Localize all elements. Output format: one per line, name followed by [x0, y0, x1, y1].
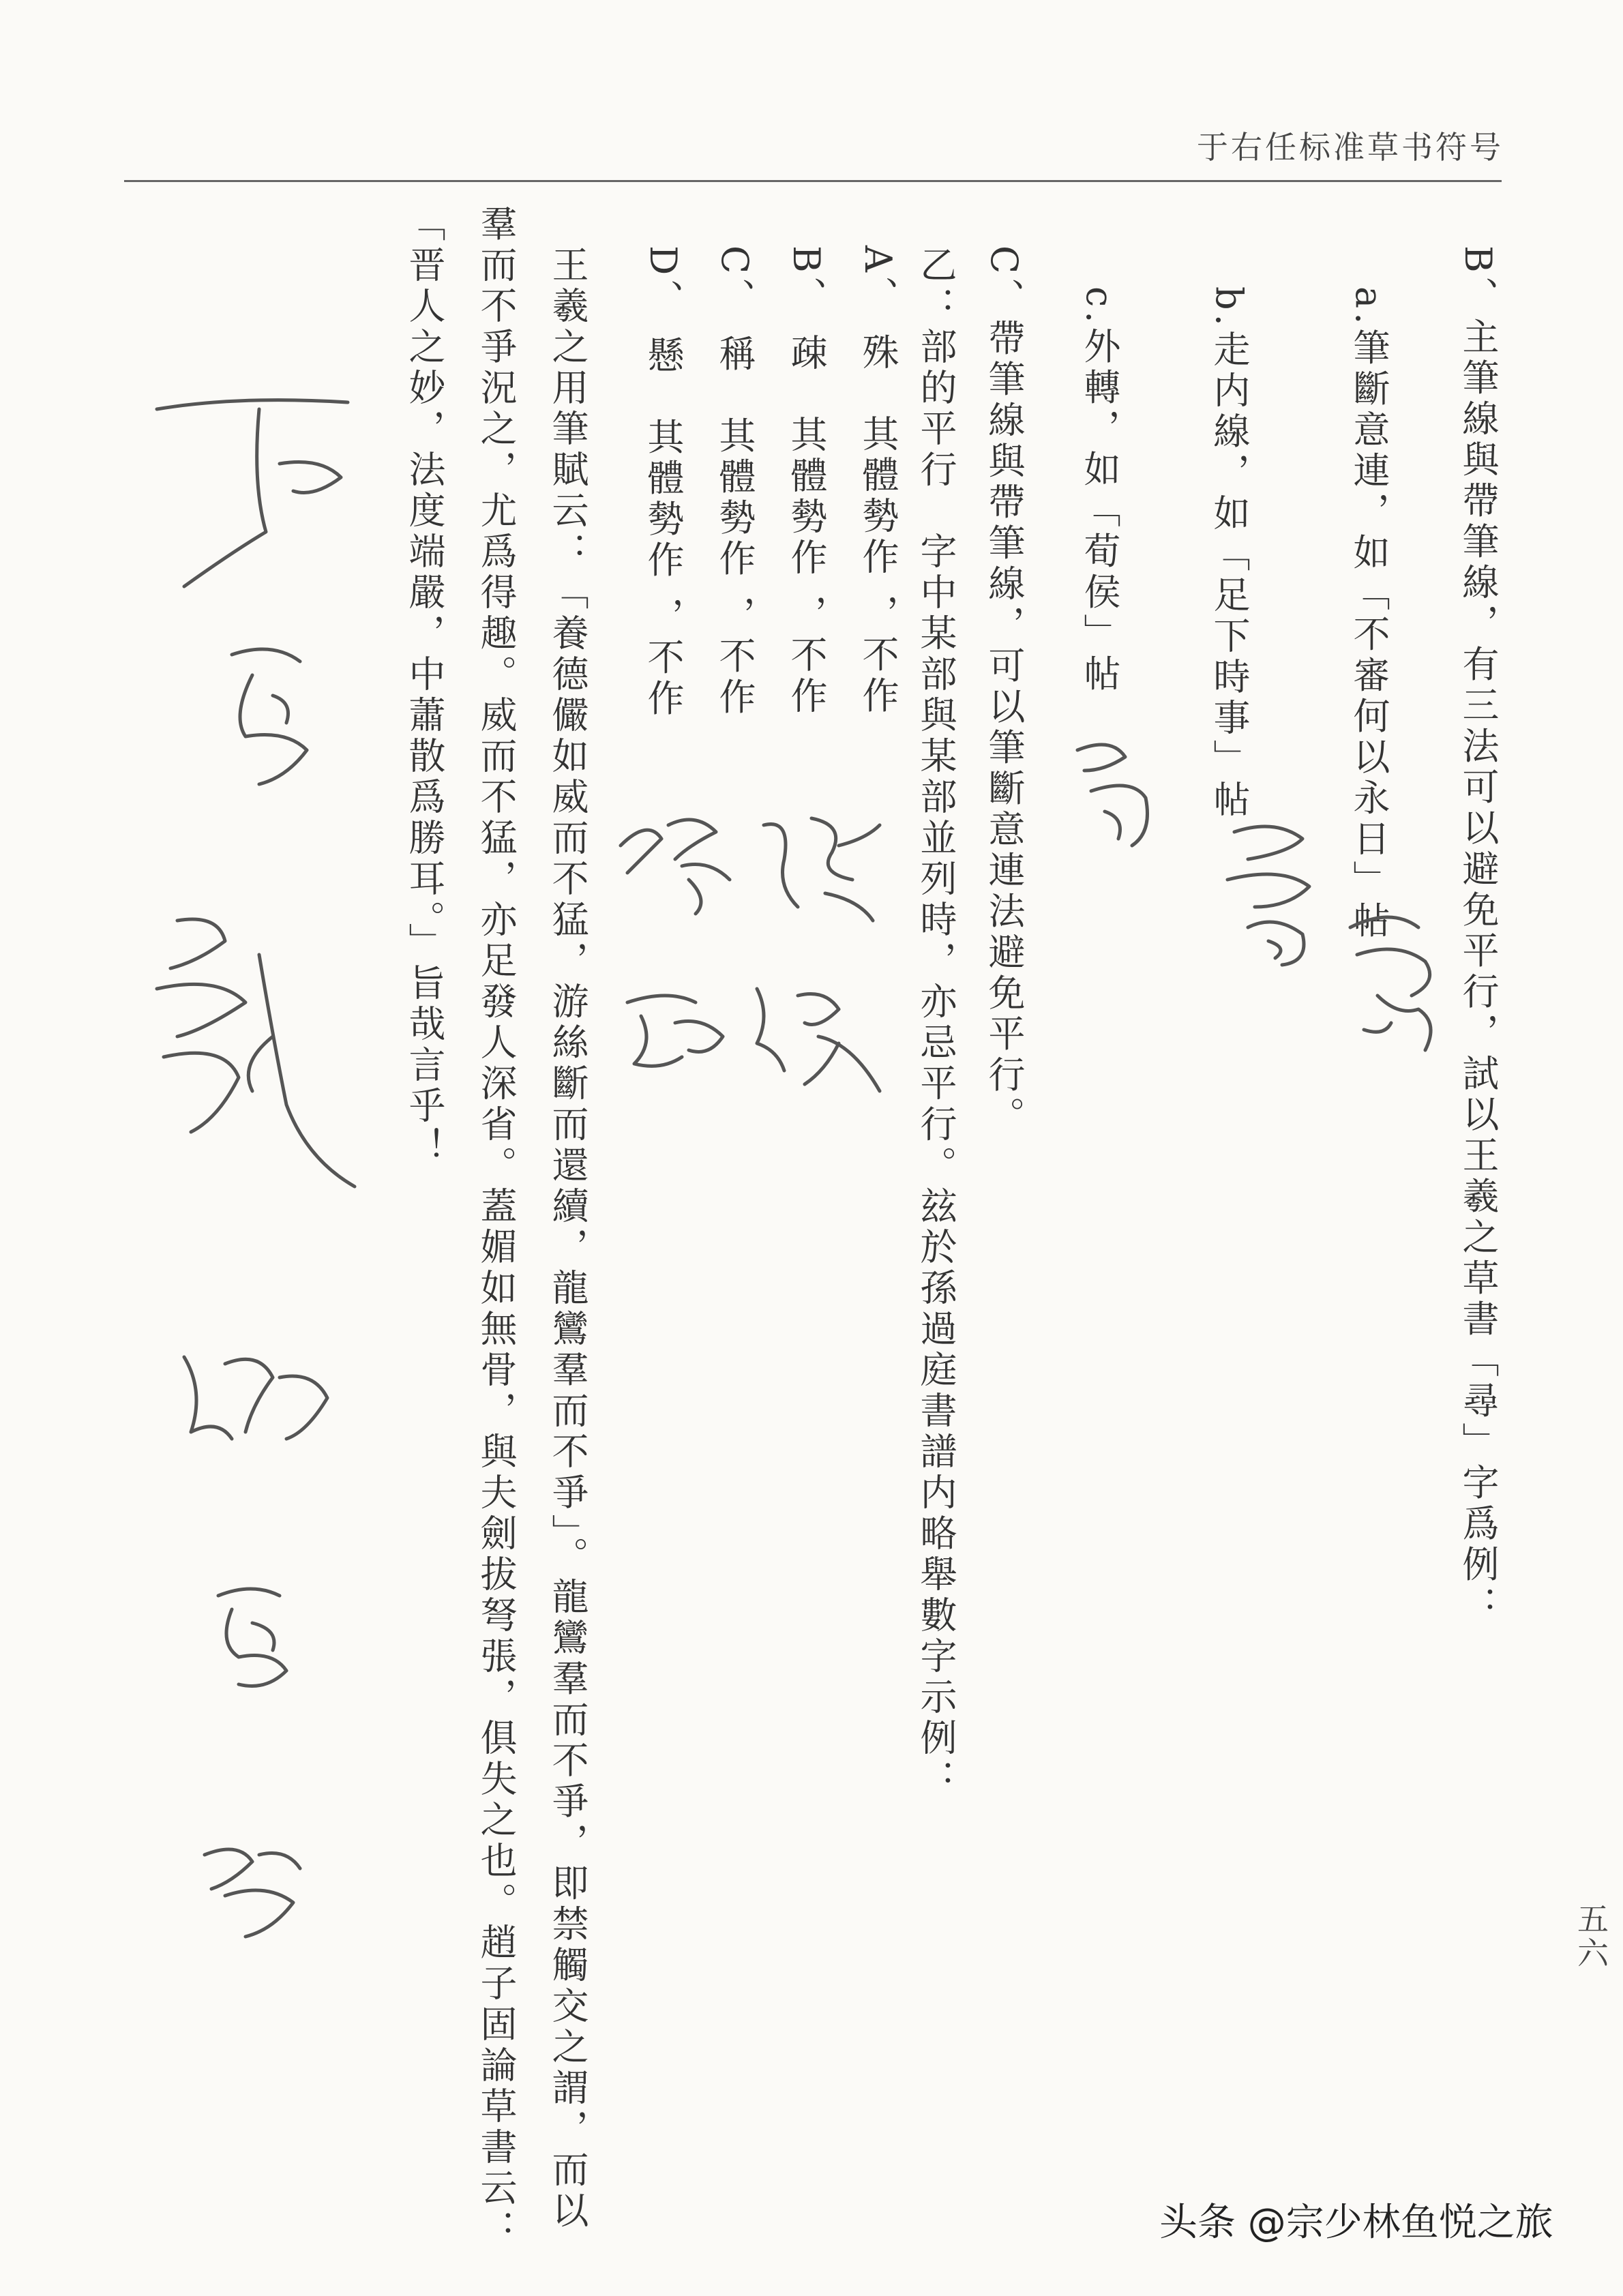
cursive-ren-outline-image [123, 900, 375, 1223]
cursive-zhun-outline-image [198, 1568, 307, 1701]
page-number: 五六 [1573, 1903, 1609, 1971]
text-column-2: a.筆斷意連，如「不審何以永日」帖 [1347, 286, 1390, 942]
text-column-7: A、 殊 其體勢作 ，不作 [857, 245, 899, 717]
text-column-6: 乙：部的平行 字中某部與某部並列時，亦忌平行。玆於孫過庭書譜内略舉數字示例： [914, 245, 957, 1800]
cursive-shu2-image [743, 975, 893, 1101]
text-column-12: 羣而不爭況之，尤爲得趣。威而不猛，亦足發人深省。蓋媚如無骨，與夫劍拔弩張，俱失之也。趙子固論草書云： [475, 205, 518, 2250]
text-column-1: B、主筆線與帶筆線，有三法可以避免平行，試以王羲之草書「尋」字爲例： [1457, 245, 1500, 1627]
running-header: 于右任标准草书符号 [1197, 129, 1504, 166]
watermark-text: 头条 @宗少林鱼悦之旅 [1159, 2201, 1553, 2245]
text-column-3: b.走内線，如「足下時事」帖 [1208, 286, 1251, 821]
cursive-xuan-image [614, 975, 736, 1087]
text-column-4: c.外轉，如「荀侯」帖 [1078, 286, 1121, 696]
header-rule [124, 180, 1502, 182]
cursive-cheng-image [607, 798, 743, 923]
text-column-5: C、帶筆線與帶筆線，可以筆斷意連法避免平行。 [983, 245, 1026, 1137]
cursive-shu-image [750, 805, 887, 930]
text-column-13: 「晋人之妙，法度端嚴，中蕭散爲勝耳。」旨哉言乎！ [403, 205, 446, 1168]
text-column-10: D、 懸 其體勢作 ，不作 [642, 245, 685, 720]
text-column-9: C、 稱 其體勢作 ，不作 [713, 245, 756, 719]
cursive-xun-c-image [1064, 730, 1166, 862]
cursive-xun-b-image [1207, 811, 1330, 978]
text-column-11: 王羲之用筆賦云：「養德儼如威而不猛，游絲斷而還續，龍鸞羣而不爭」。龍鸞羣而不爭，即禁觸交之謂，而以 [546, 245, 589, 2232]
cursive-you-outline-image [205, 627, 327, 807]
cursive-yu-outline-image [143, 382, 368, 603]
cursive-xun-a-image [1337, 900, 1453, 1060]
cursive-biao-outline-image [164, 1337, 341, 1476]
text-column-8: B、 疎 其體勢作 ，不作 [785, 245, 828, 718]
cursive-cao-outline-image [184, 1828, 314, 1953]
